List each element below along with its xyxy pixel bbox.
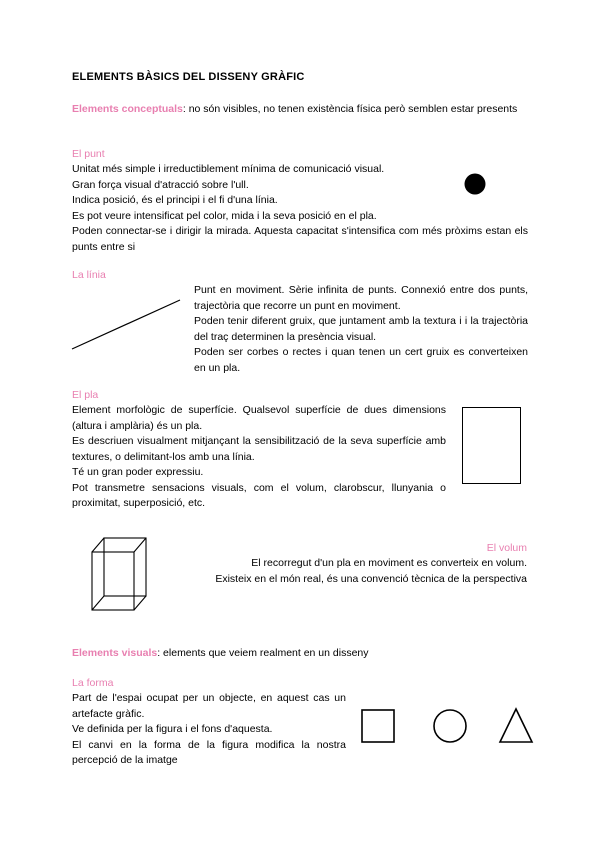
cube-figure — [90, 536, 150, 616]
page-title: ELEMENTS BÀSICS DEL DISSENY GRÀFIC — [72, 71, 305, 83]
punt-line-4: Es pot veure intensificat pel color, mida i la seva posició en el pla. — [72, 209, 377, 222]
linia-line-2: Poden tenir diferent gruix, que juntament amb la textura i i la trajectòria del traç determinen la presència visual. — [194, 315, 528, 343]
pla-heading: El pla — [72, 389, 99, 401]
pla-body — [72, 403, 446, 512]
punt-line-2: Gran força visual d'atracció sobre l'ull. — [72, 178, 249, 191]
punt-body — [72, 162, 528, 255]
forma-heading: La forma — [72, 677, 114, 689]
volum-heading: El volum — [486, 542, 527, 554]
punt-line-5: Poden connectar-se i dirigir la mirada. Aquesta capacitat s'intensifica com més pròxims estan els punts entre si — [72, 225, 528, 253]
plane-figure — [462, 407, 524, 485]
pla-line-1: Element morfològic de superfície. Qualsevol superfície de dues dimensions (altura i amplària) és un pla. — [72, 404, 446, 432]
pla-line-3: Té un gran poder expressiu. — [72, 466, 204, 478]
volum-body — [167, 556, 527, 587]
visuals-label: Elements visuals — [72, 647, 158, 659]
conceptual-text: : no són visibles, no tenen existència física però semblen estar presents — [182, 103, 518, 115]
line-figure — [72, 296, 184, 351]
punt-line-1: Unitat més simple i irreductiblement mínima de comunicació visual. — [72, 163, 385, 175]
punt-heading: El punt — [72, 148, 105, 160]
forma-line-3: El canvi en la forma de la figura modifica la nostra percepció de la imatge — [72, 738, 346, 766]
linia-line-3: Poden ser corbes o rectes i quan tenen un cert gruix es converteixen en un pla. — [194, 346, 528, 374]
linia-body — [194, 283, 528, 376]
forma-line-2: Ve definida per la figura i el fons d'aquesta. — [72, 723, 273, 735]
volum-line-2: Existeix en el món real, és una convenció tècnica de la perspectiva — [215, 572, 527, 585]
circle-figure — [433, 709, 469, 745]
square-figure — [361, 709, 397, 745]
linia-line-1: Punt en moviment. Sèrie infinita de punts. Connexió entre dos punts, trajectòria que recorre un punt en moviment. — [194, 284, 528, 312]
visuals-text: : elements que veiem realment en un disseny — [157, 647, 369, 659]
dot-figure — [463, 172, 487, 196]
pla-line-4: Pot transmetre sensacions visuals, com el volum, clarobscur, llunyania o proximitat, superposició, etc. — [72, 481, 446, 509]
pla-line-2: Es descriuen visualment mitjançant la sensibilització de la seva superfície amb textures, o delimitant-los amb una línia. — [72, 435, 446, 463]
volum-line-1: El recorregut d'un pla en moviment es converteix en volum. — [251, 557, 527, 569]
visuals-intro — [72, 646, 528, 662]
linia-heading: La línia — [72, 269, 106, 281]
triangle-figure — [499, 708, 535, 744]
conceptual-label: Elements conceptuals — [72, 103, 183, 115]
forma-body — [72, 691, 346, 769]
punt-line-3: Indica posició, és el principi i el fi d'una línia. — [72, 194, 278, 206]
forma-line-1: Part de l'espai ocupat per un objecte, en aquest cas un artefacte gràfic. — [72, 692, 346, 720]
conceptual-intro — [72, 102, 528, 118]
